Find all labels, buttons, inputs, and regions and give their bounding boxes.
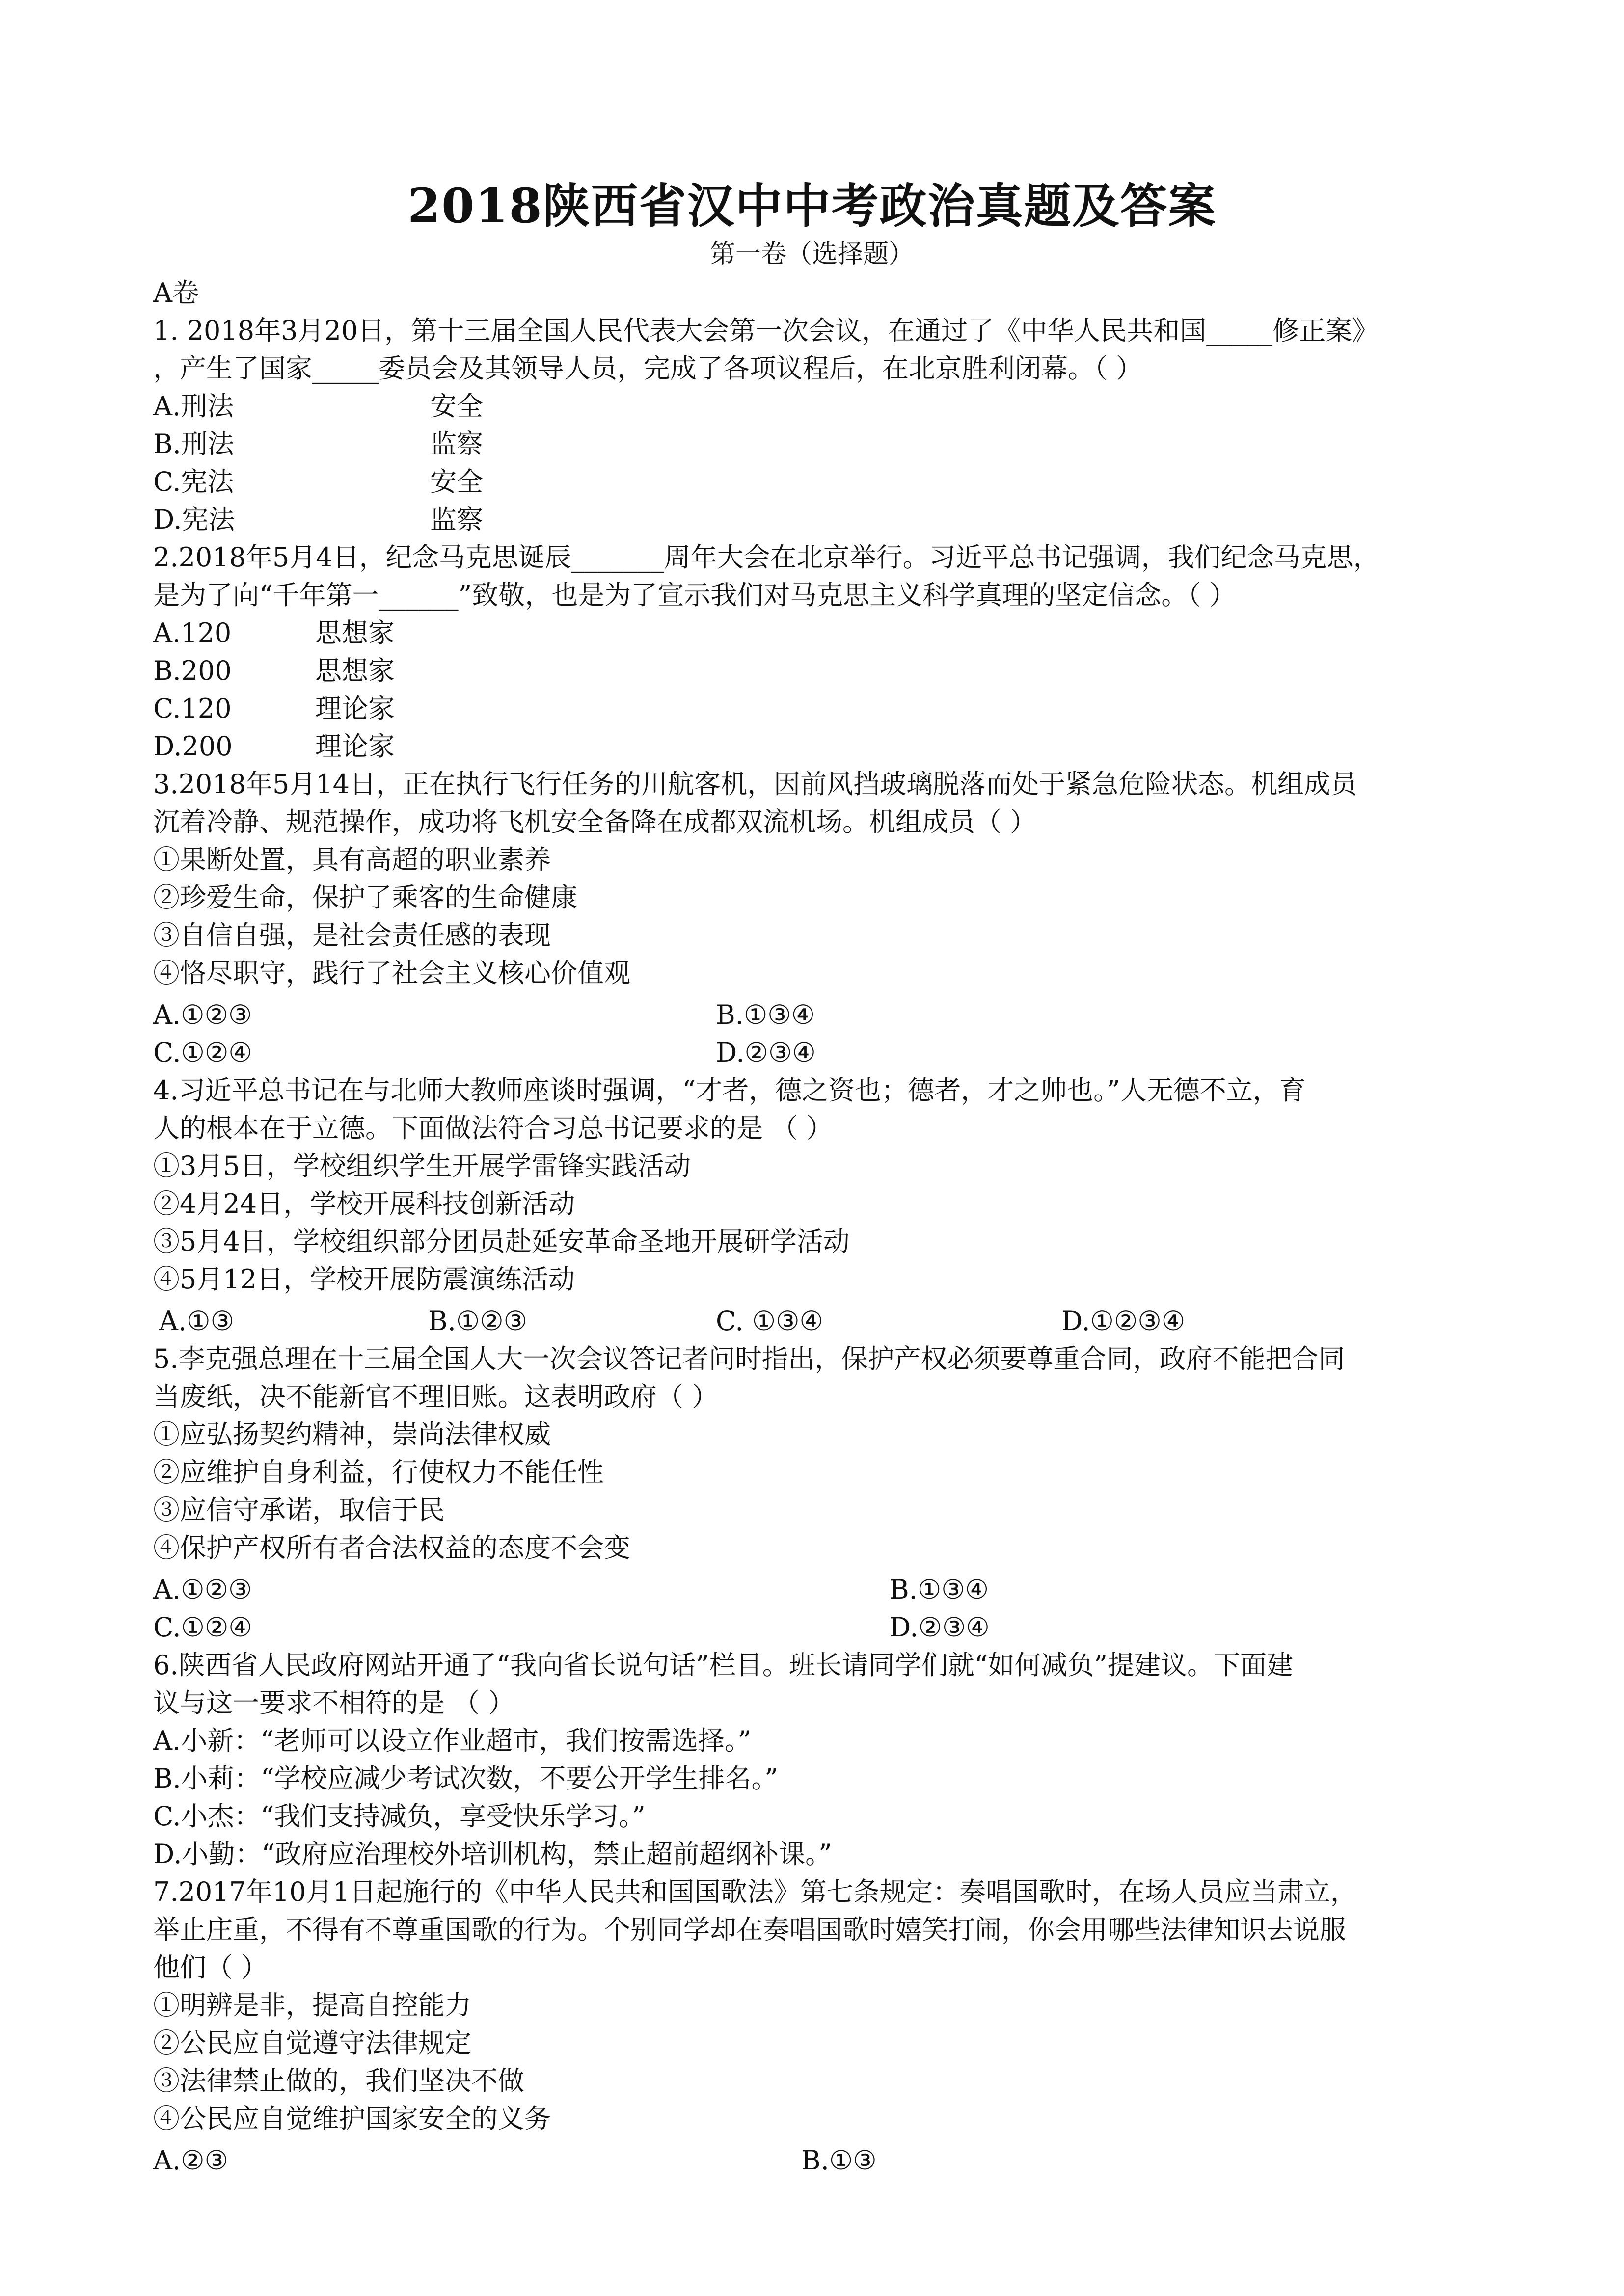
option-b: B.①③④: [890, 1574, 989, 1605]
option-d: D.小勤：“政府应治理校外培训机构，禁止超前超纲补课。”: [153, 1839, 832, 1869]
option-c: C. ①③④: [716, 1306, 823, 1336]
option-label: A.120: [153, 617, 232, 648]
option-c: [153, 690, 1518, 727]
statement-item: ①果断处置，具有高超的职业素养: [153, 844, 551, 875]
option-a: [153, 614, 1518, 652]
option-value: 安全: [430, 391, 483, 422]
question-stem-line: 议与这一要求不相符的是 （ ）: [153, 1687, 515, 1718]
option-b: B.①③④: [716, 999, 815, 1030]
question-stem-line: 人的根本在于立德。下面做法符合习总书记要求的是 （ ）: [153, 1113, 833, 1144]
option-d: [153, 727, 1518, 765]
question-stem-line: 4.习近平总书记在与北师大教师座谈时强调，“才者，德之资也；德者，才之帅也。”人无德不立，育: [153, 1075, 1306, 1106]
question-stem-line: 5.李克强总理在十三届全国人大一次会议答记者问时指出，保护产权必须要尊重合同，政府不能把合同: [153, 1343, 1345, 1374]
option-label: B.200: [153, 655, 232, 686]
option-value: 思想家: [315, 617, 395, 648]
option-a: A.①②③: [153, 1574, 252, 1605]
question-3: [153, 765, 1518, 1071]
question-2: [153, 538, 1518, 765]
statement-item: ③法律禁止做的，我们坚决不做: [153, 2065, 524, 2096]
statement-item: ②应维护自身利益，行使权力不能任性: [153, 1457, 604, 1488]
option-row: [153, 1571, 1518, 1608]
exam-body: [153, 274, 1518, 2179]
option-label: A.刑法: [153, 391, 234, 422]
option-b: B.①②③: [428, 1306, 528, 1336]
option-c: C.①②④: [153, 1037, 252, 1068]
option-row: [153, 2141, 1518, 2179]
option-label: D.200: [153, 731, 233, 762]
option-a: A.①②③: [153, 999, 252, 1030]
question-stem-line: 他们（ ）: [153, 1952, 268, 1983]
section-label: A卷: [153, 277, 199, 308]
option-b: B.小莉：“学校应减少考试次数，不要公开学生排名。”: [153, 1763, 779, 1794]
option-c: C.小杰：“我们支持减负，享受快乐学习。”: [153, 1801, 646, 1832]
question-stem-line: 6.陕西省人民政府网站开通了“我向省长说句话”栏目。班长请同学们就“如何减负”提建议。下面建: [153, 1650, 1293, 1681]
option-a: A.①③: [159, 1306, 234, 1336]
option-b: [153, 652, 1518, 690]
question-4: [153, 1071, 1518, 1340]
option-row: [153, 996, 1518, 1034]
statement-item: ①3月5日，学校组织学生开展学雷锋实践活动: [153, 1150, 691, 1181]
option-row: [153, 1302, 1518, 1340]
statement-item: ④5月12日，学校开展防震演练活动: [153, 1264, 575, 1295]
option-a: [153, 387, 1518, 425]
option-value: 监察: [430, 428, 483, 459]
option-label: C.120: [153, 693, 232, 724]
option-b: [153, 425, 1518, 463]
statement-item: ①明辨是非，提高自控能力: [153, 1990, 471, 2021]
option-d: D.②③④: [890, 1612, 990, 1643]
question-stem-line: ，产生了国家_____委员会及其领导人员，完成了各项议程后，在北京胜利闭幕。（ ）: [153, 353, 1143, 384]
question-stem-line: 7.2017年10月1日起施行的《中华人民共和国国歌法》第七条规定：奏唱国歌时，在场人员应当肃立，: [153, 1876, 1357, 1907]
question-stem-line: 2.2018年5月4日，纪念马克思诞辰_______周年大会在北京举行。习近平总书记强调，我们纪念马克思，: [153, 542, 1380, 573]
option-value: 安全: [430, 466, 483, 497]
question-stem-line: 是为了向“千年第一______”致敬，也是为了宣示我们对马克思主义科学真理的坚定信念。（ ）: [153, 580, 1236, 611]
statement-item: ③5月4日，学校组织部分团员赴延安革命圣地开展研学活动: [153, 1226, 850, 1257]
document-subtitle: 第一卷（选择题）: [709, 240, 914, 269]
statement-item: ①应弘扬契约精神，崇尚法律权威: [153, 1419, 551, 1450]
option-d: [153, 501, 1518, 538]
option-a: A.②③: [153, 2145, 228, 2176]
option-b: B.①③: [801, 2145, 877, 2176]
option-value: 理论家: [315, 731, 395, 762]
statement-item: ②公民应自觉遵守法律规定: [153, 2028, 471, 2058]
question-stem-line: 当废纸，决不能新官不理旧账。这表明政府（ ）: [153, 1381, 719, 1412]
option-c: [153, 463, 1518, 501]
question-stem-line: 1. 2018年3月20日，第十三届全国人民代表大会第一次会议，在通过了《中华人民共和国_____修正案》: [153, 315, 1379, 346]
question-6: [153, 1646, 1518, 1873]
option-value: 监察: [430, 504, 483, 535]
question-stem-line: 举止庄重，不得有不尊重国歌的行为。个别同学却在奏唱国歌时嬉笑打闹，你会用哪些法律知识去说服: [153, 1914, 1346, 1945]
option-label: B.刑法: [153, 428, 234, 459]
question-5: [153, 1340, 1518, 1646]
option-c: C.①②④: [153, 1612, 252, 1643]
option-d: D.①②③④: [1061, 1306, 1186, 1336]
option-label: D.宪法: [153, 504, 235, 535]
option-a: A.小新：“老师可以设立作业超市，我们按需选择。”: [153, 1725, 752, 1756]
question-stem-line: 沉着冷静、规范操作，成功将飞机安全备降在成都双流机场。机组成员（ ）: [153, 806, 1037, 837]
question-7: [153, 1873, 1518, 2179]
statement-item: ④恪尽职守，践行了社会主义核心价值观: [153, 958, 630, 988]
question-1: [153, 312, 1518, 538]
statement-item: ④公民应自觉维护国家安全的义务: [153, 2103, 551, 2134]
statement-item: ②珍爱生命，保护了乘客的生命健康: [153, 882, 577, 913]
option-value: 思想家: [315, 655, 395, 686]
option-row: [153, 1034, 1518, 1071]
option-value: 理论家: [315, 693, 395, 724]
question-stem-line: 3.2018年5月14日，正在执行飞行任务的川航客机，因前风挡玻璃脱落而处于紧急危险状态。机组成员: [153, 769, 1357, 800]
document-title: 2018陕西省汉中中考政治真题及答案: [407, 178, 1217, 234]
option-label: C.宪法: [153, 466, 234, 497]
option-d: D.②③④: [716, 1037, 816, 1068]
statement-item: ③应信守承诺，取信于民: [153, 1495, 445, 1525]
statement-item: ④保护产权所有者合法权益的态度不会变: [153, 1532, 630, 1563]
statement-item: ②4月24日，学校开展科技创新活动: [153, 1188, 575, 1219]
statement-item: ③自信自强，是社会责任感的表现: [153, 920, 551, 951]
option-row: [153, 1608, 1518, 1646]
